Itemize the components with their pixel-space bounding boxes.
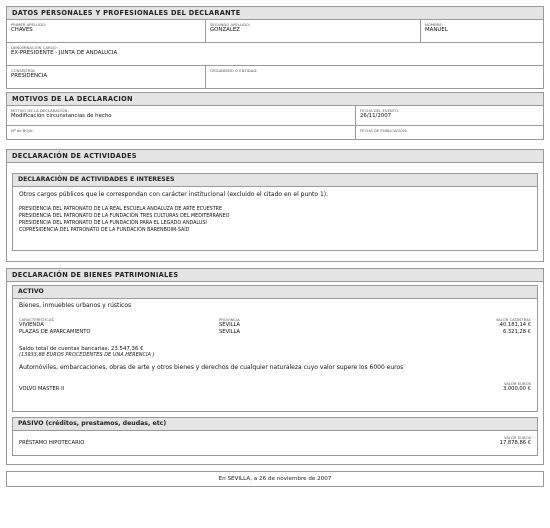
assets-section — [6, 268, 544, 465]
activity-item: PRESIDENCIA DEL PATRONATO DE LA FUNDACIÓN PARA EL LEGADO ANDALUSÍ — [19, 221, 207, 226]
personal-data-section — [6, 6, 544, 89]
organism-label: ORGANISMO O ENTIDAD: — [210, 68, 258, 73]
table-row — [19, 329, 531, 336]
declaration-sheet — [6, 6, 544, 487]
col-cadastral-value: VALOR CATASTRAL — [495, 317, 531, 322]
publication-date-label: FECHA DE PUBLICACIÓN: — [360, 128, 408, 133]
vehicle-value: 3.000,00 € — [502, 386, 531, 392]
department-label: CONSEJERÍA: — [11, 68, 36, 73]
reasons-header: MOTIVOS DE LA DECLARACION — [7, 93, 543, 106]
liability-name: PRÉSTAMO HIPOTECARIO — [19, 440, 85, 446]
event-date-label: FECHA DEL EVENTO: — [360, 108, 400, 113]
real-estate-table — [19, 317, 531, 336]
col-euro-value: VALOR EUROS — [504, 381, 531, 386]
liability-value: 17.878,86 € — [499, 440, 531, 446]
reason-value: Modificación circunstancias de hecho — [11, 113, 112, 119]
reasons-section — [6, 92, 544, 140]
bank-balance: Saldo total de cuentas bancarias: 23.547,36 € — [19, 346, 144, 352]
personal-data-header: DATOS PERSONALES Y PROFESIONALES DEL DECLARANTE — [7, 7, 543, 20]
liabilities-header: PASIVO (créditos, prestamos, deudas, etc) — [13, 418, 537, 431]
property-type: PLAZAS DE APARCAMIENTO — [19, 329, 91, 335]
other-assets-table — [19, 386, 531, 393]
department-value: PRESIDENCIA — [11, 73, 48, 79]
liabilities-table — [19, 440, 531, 447]
activities-interests-header: DECLARACIÓN DE ACTIVIDADES E INTERESES — [13, 174, 537, 187]
activity-item: PRESIDENCIA DEL PATRONATO DE LA REAL ESCUELA ANDALUZA DE ARTE ECUESTRE — [19, 207, 222, 212]
event-date-value: 26/11/2007 — [360, 113, 392, 119]
col-province: PROVINCIA — [219, 317, 240, 322]
col-characteristics: CARACTERÍSTICAS — [19, 317, 54, 322]
activities-header: DECLARACIÓN DE ACTIVIDADES — [7, 150, 543, 163]
property-province: SEVILLA — [219, 329, 241, 335]
position-label: DENOMINACIÓN CARGO: — [11, 45, 58, 50]
name-value: MANUEL — [425, 27, 448, 33]
signature-place-date: En SEVILLA, a 26 de noviembre de 2007 — [6, 471, 544, 487]
property-type: VIVIENDA — [19, 322, 44, 328]
col-euro-value: VALOR EUROS — [504, 435, 531, 440]
table-row — [19, 322, 531, 329]
activities-section — [6, 149, 544, 262]
assets-header: DECLARACIÓN DE BIENES PATRIMONIALES — [7, 269, 543, 282]
activity-item: PRESIDENCIA DEL PATRONATO DE LA FUNDACIÓN TRES CULTURAS DEL MEDITERRÁNEO — [19, 214, 230, 219]
property-province: SEVILLA — [219, 322, 241, 328]
other-assets-title: Automóviles, embarcaciones, obras de arte y otros bienes y derechos de cualquier naturaleza cuyo valor supere los 6000 euros — [19, 364, 404, 371]
table-row — [19, 440, 531, 447]
vehicle-name: VOLVO MASTER II — [19, 386, 65, 392]
liabilities-box — [12, 417, 538, 456]
activity-item: COPRESIDENCIA DEL PATRONATO DE LA FUNDACIÓN BARENBOIM-SAID — [19, 228, 190, 233]
first-surname-label: PRIMER APELLIDO: — [11, 22, 47, 27]
boja-label: Nº de BOJA: — [11, 128, 34, 133]
property-value: 6.321,28 € — [502, 329, 531, 335]
table-row — [19, 386, 531, 393]
first-surname-value: CHAVES — [11, 27, 33, 33]
assets-active-header: ACTIVO — [13, 286, 537, 299]
bank-balance-note: (13933,88 EUROS PROCEDENTES DE UNA HERENCIA ) — [19, 352, 155, 358]
second-surname-value: GONZALEZ — [210, 27, 240, 33]
activities-intro: Otros cargos públicos que le correspondan con carácter institucional (excluido el citado en el punto 1). — [19, 191, 329, 198]
assets-box — [12, 285, 538, 412]
real-estate-title: Bienes, inmuebles urbanos y rústicos — [19, 302, 132, 309]
name-label: NOMBRE: — [425, 22, 444, 27]
position-value: EX-PRESIDENTE - JUNTA DE ANDALUCIA — [11, 50, 118, 56]
property-value: 40.181,14 € — [499, 322, 531, 328]
second-surname-label: SEGUNDO APELLIDO: — [210, 22, 251, 27]
activities-interests-box — [12, 173, 538, 251]
reason-label: MOTIVO DE LA DECLARACIÓN: — [11, 108, 69, 113]
